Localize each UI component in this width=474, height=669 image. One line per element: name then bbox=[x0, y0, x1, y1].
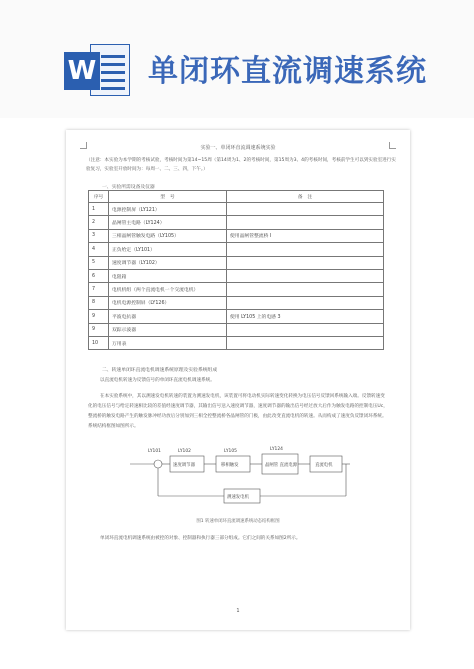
block-label: 移相触发 bbox=[221, 463, 239, 468]
paragraph: 以直流电机转速为反馈信号的单闭环直流电机调速系统。 bbox=[100, 378, 215, 383]
table-row bbox=[89, 310, 384, 323]
table-cell: 电机电源控制屏（LY126） bbox=[109, 296, 227, 309]
table-row bbox=[89, 296, 384, 309]
table-row bbox=[89, 203, 384, 216]
banner-title: 单闭环直流调速系统 bbox=[148, 54, 427, 89]
text-line bbox=[101, 71, 125, 74]
table-cell: 双踪示波器 bbox=[109, 323, 227, 336]
table-cell bbox=[227, 243, 384, 256]
table-cell bbox=[227, 323, 384, 336]
header-cell: 序号 bbox=[89, 191, 109, 203]
table-cell: 使用晶闸管整流桥 I bbox=[227, 229, 384, 242]
table-header-row bbox=[89, 191, 384, 203]
table-row bbox=[89, 269, 384, 282]
table-cell: 电机机组（两个直流电机一个交流电机） bbox=[109, 283, 227, 296]
text-line bbox=[101, 55, 125, 58]
table-cell: 9 bbox=[89, 310, 109, 323]
table-cell: 速度调节器（LY102） bbox=[109, 256, 227, 269]
table-cell bbox=[227, 203, 384, 216]
table-cell: 4 bbox=[89, 243, 109, 256]
table-row bbox=[89, 229, 384, 242]
equipment-table bbox=[88, 190, 384, 350]
block-diagram bbox=[126, 440, 352, 510]
table-cell bbox=[227, 336, 384, 349]
table-cell: 2 bbox=[89, 216, 109, 229]
table-cell: 1 bbox=[89, 203, 109, 216]
table-cell: 10 bbox=[89, 336, 109, 349]
block-label: 速度调节器 bbox=[173, 463, 195, 468]
block-label: LY101 bbox=[148, 449, 161, 454]
table-cell: 8 bbox=[89, 296, 109, 309]
table-cell: 7 bbox=[89, 283, 109, 296]
document-title: 实验一、单闭环直流调速系统实验 bbox=[200, 145, 276, 151]
table-cell: 6 bbox=[89, 269, 109, 282]
table-cell: 正负给定（LY101） bbox=[109, 243, 227, 256]
paragraph: 在本实验系统中，其以测速发电机转速的装置为测速发电机，该装置可将电动机实际转速变化转换为电压信号反馈回系统输入端。反馈转速变化的电压信号与给定转速相比较的差值经速度调节器，其输出信号送入速度调节器，速度调节器的输出信号经过放大后作为触发电路的控制电压Uc，整流桥的触发电路产生的触发脉冲经功放后分别加到三相全控整流桥各晶闸管的门极，由此改变直流电机的转速。从而构成了速度负反馈闭环系统。系统结构框图如图所示。 bbox=[88, 394, 388, 429]
document-note: （注意：本实验为本学期的考核试验，考核时间为第14~15周（第14周为1、2的考核时间，第15周为3、4的考核时间，考核前学生可以到实验室进行实验复习，实验室开放时间为：每周一、二、三、四，下午。） bbox=[86, 158, 396, 172]
block-label: 测速发电机 bbox=[227, 495, 249, 500]
text-line bbox=[101, 63, 125, 66]
table-cell: 电源控制屏（LY121） bbox=[109, 203, 227, 216]
table-cell bbox=[227, 256, 384, 269]
table-cell bbox=[227, 269, 384, 282]
word-document-icon bbox=[64, 40, 132, 100]
table-row bbox=[89, 256, 384, 269]
word-letter: W bbox=[64, 52, 100, 90]
header-cell: 备 注 bbox=[227, 191, 384, 203]
table-cell: 晶闸管主电路（LY124） bbox=[109, 216, 227, 229]
text-line bbox=[101, 79, 125, 82]
block-label: LY124 bbox=[270, 447, 283, 452]
table-cell: 万用表 bbox=[109, 336, 227, 349]
section-heading: 一、实验所需设备及仪器 bbox=[102, 185, 155, 190]
table-row bbox=[89, 323, 384, 336]
table-row bbox=[89, 336, 384, 349]
table-cell: 使用 LY105 上的电感 3 bbox=[227, 310, 384, 323]
summing-junction bbox=[154, 460, 162, 468]
header-cell: 型 号 bbox=[109, 191, 227, 203]
block-label: 直流电机 bbox=[315, 463, 333, 468]
table-cell: 三相晶闸管触发电路（LY105） bbox=[109, 229, 227, 242]
table-cell: 5 bbox=[89, 256, 109, 269]
table-row bbox=[89, 243, 384, 256]
block-label: LY105 bbox=[224, 449, 237, 454]
header-banner bbox=[0, 0, 474, 118]
table-cell bbox=[227, 283, 384, 296]
table-cell: 平波电抗器 bbox=[109, 310, 227, 323]
text-line bbox=[101, 87, 125, 90]
table-cell: 9 bbox=[89, 323, 109, 336]
table-row bbox=[89, 283, 384, 296]
table-cell bbox=[227, 216, 384, 229]
block-label: 晶闸管 直流电源 bbox=[265, 463, 298, 468]
paragraph: 单闭环直流电机调速系统由被控的对象、控制器和执行器三部分组成。它们之间的关系如图2所示。 bbox=[100, 536, 301, 541]
section-heading: 二、转速单闭环直流电机调速系统原理及实验系统组成 bbox=[102, 368, 218, 373]
table-cell: 3 bbox=[89, 229, 109, 242]
figure-caption: 图1 转速单闭环直流调速系统动态结构框图 bbox=[196, 519, 280, 524]
table-cell bbox=[227, 296, 384, 309]
table-row bbox=[89, 216, 384, 229]
block-label: LY102 bbox=[178, 449, 191, 454]
table-cell: 电阻箱 bbox=[109, 269, 227, 282]
page-number: 1 bbox=[236, 608, 240, 614]
document-page bbox=[66, 130, 410, 630]
